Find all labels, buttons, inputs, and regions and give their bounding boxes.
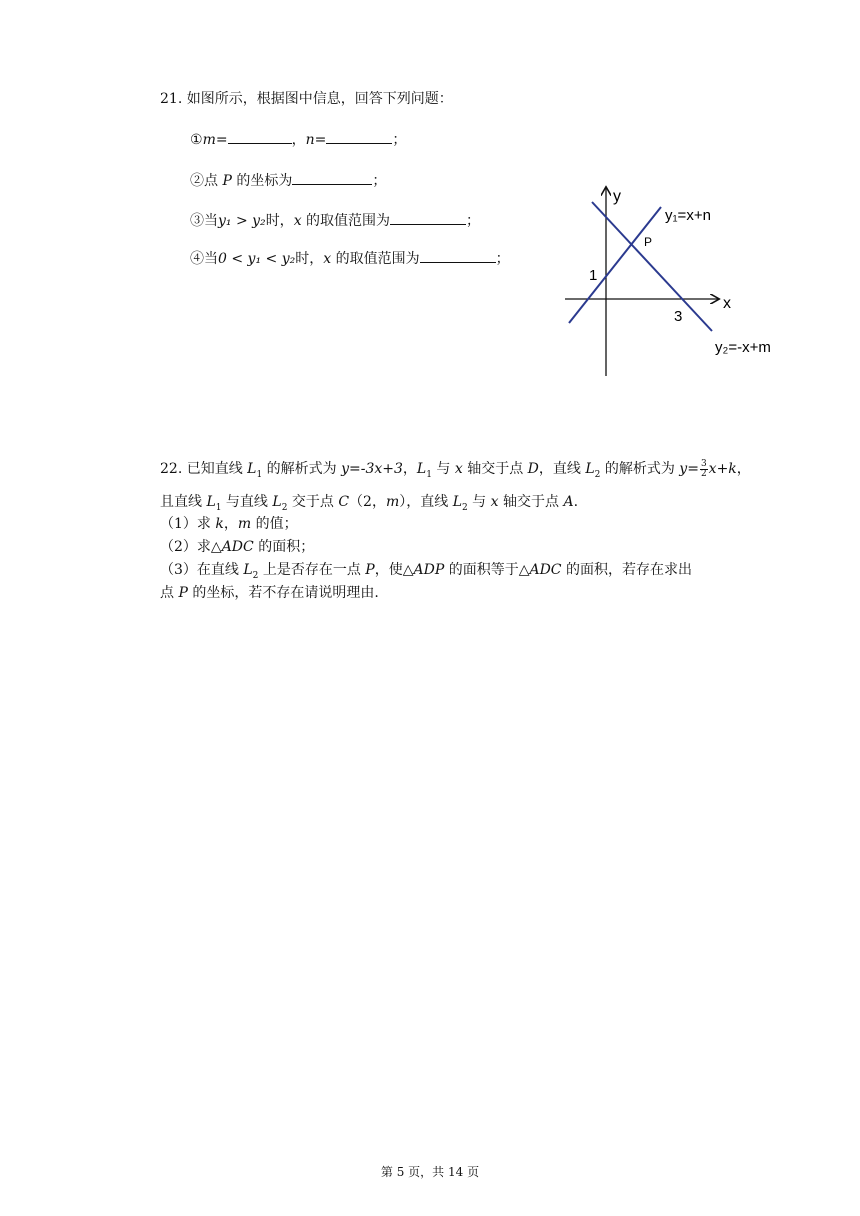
- text: 与: [467, 494, 491, 510]
- item-text: ④当: [190, 251, 218, 267]
- var-m: m: [385, 494, 400, 510]
- line-y2-label: y₂=-x+m: [715, 339, 771, 356]
- var-L: L: [243, 562, 253, 578]
- line-y1: [569, 207, 661, 323]
- text: ，: [223, 516, 238, 532]
- text: ，: [736, 461, 751, 477]
- q22-part3: [160, 561, 692, 585]
- var-m: m: [237, 516, 252, 532]
- q22-part3-cont: [160, 584, 379, 602]
- var-P: P: [178, 585, 188, 601]
- var-x: x: [490, 494, 499, 510]
- item-text: ③当: [190, 213, 218, 229]
- equation-L2-head: y=: [679, 461, 699, 477]
- item-text: 的坐标为: [231, 173, 293, 189]
- var-P: P: [222, 173, 232, 189]
- y-intercept-label: 1: [589, 267, 598, 284]
- subscript: 1: [426, 469, 432, 480]
- q21-item3: [190, 212, 480, 230]
- text: 与直线: [221, 494, 273, 510]
- item-text: 时，: [265, 213, 294, 229]
- var-x: x: [323, 251, 332, 267]
- line-y1-label: y₁=x+n: [665, 207, 711, 224]
- text: 轴交于点: [498, 494, 564, 510]
- var-m: m: [202, 132, 216, 148]
- text: （1）求: [160, 516, 216, 532]
- text: 的面积；: [253, 539, 315, 555]
- var-L: L: [452, 494, 462, 510]
- text: （2，: [349, 494, 386, 510]
- text: ，: [402, 461, 417, 477]
- text: 上是否存在一点: [258, 562, 366, 578]
- q21-stem: [160, 90, 453, 108]
- semicolon: ；: [372, 173, 387, 189]
- q22-part1: [160, 515, 298, 533]
- item-text: 的取值范围为: [331, 251, 420, 267]
- numerator: 3: [700, 458, 707, 469]
- subscript: 1: [215, 502, 222, 513]
- subscript: 2: [462, 502, 468, 513]
- var-L: L: [416, 461, 427, 477]
- semicolon: ；: [392, 132, 407, 148]
- triangle-ADP: △ADP: [402, 562, 445, 578]
- item-text: ②点: [190, 173, 223, 189]
- var-L: L: [585, 461, 595, 477]
- x-axis-label: x: [723, 295, 731, 312]
- triangle-ADC: △ADC: [518, 562, 562, 578]
- var-C: C: [338, 494, 350, 510]
- text: ），直线: [399, 494, 453, 510]
- triangle-ADC: △ADC: [210, 539, 254, 555]
- q22-line1: [160, 458, 751, 486]
- var-n: n: [305, 132, 315, 148]
- subscript: 2: [594, 469, 601, 480]
- text: 交于点: [287, 494, 339, 510]
- subscript: 2: [252, 570, 259, 581]
- item-marker: ①: [190, 132, 203, 148]
- q22-line2: [160, 493, 578, 517]
- equals: =: [314, 132, 327, 148]
- separator: ，: [291, 132, 306, 148]
- text: ，使: [374, 562, 403, 578]
- answer-blank-m[interactable]: [228, 131, 292, 144]
- subscript: 2: [281, 502, 288, 513]
- subscript: 1: [256, 469, 263, 480]
- denominator: 2: [700, 468, 707, 479]
- var-D: D: [527, 461, 539, 477]
- var-L: L: [247, 461, 257, 477]
- text: 点: [160, 585, 179, 601]
- inequality: 0 < y₁ < y₂: [218, 251, 296, 267]
- q21-stem-text: 21. 如图所示，根据图中信息，回答下列问题：: [160, 91, 453, 107]
- item-text: 的取值范围为: [301, 213, 391, 229]
- answer-blank-range2[interactable]: [420, 250, 496, 263]
- var-L: L: [272, 494, 282, 510]
- answer-blank-n[interactable]: [326, 131, 392, 144]
- y-axis-label: y: [613, 188, 621, 205]
- q21-item1: [190, 131, 406, 149]
- text: 且直线: [160, 494, 207, 510]
- text: 的坐标，若不存在请说明理由.: [187, 585, 379, 601]
- text: .: [573, 494, 579, 510]
- var-P: P: [365, 562, 375, 578]
- answer-blank-range1[interactable]: [390, 212, 466, 225]
- point-P-label: P: [644, 235, 653, 249]
- text: 的解析式为: [600, 461, 680, 477]
- var-A: A: [563, 494, 574, 510]
- text: 的面积，若存在求出: [561, 562, 692, 578]
- var-L: L: [206, 494, 216, 510]
- text: （3）在直线: [160, 562, 244, 578]
- item-text: 时，: [295, 251, 324, 267]
- text: 22. 已知直线: [160, 461, 248, 477]
- text: 的解析式为: [262, 461, 342, 477]
- text: （2）求: [160, 539, 211, 555]
- answer-blank-P[interactable]: [292, 172, 372, 185]
- q22-part2: [160, 538, 314, 556]
- fraction: [700, 460, 708, 479]
- page-footer: 第 5 页，共 14 页: [380, 1165, 480, 1179]
- text: 的面积等于: [444, 562, 519, 578]
- text: 轴交于点: [462, 461, 528, 477]
- x-intercept-label: 3: [674, 308, 683, 325]
- semicolon: ；: [495, 251, 510, 267]
- equation-L2-tail: x+k: [708, 461, 737, 477]
- text: 与: [431, 461, 455, 477]
- semicolon: ；: [466, 213, 481, 229]
- q21-item2: [190, 172, 386, 190]
- inequality: y₁ > y₂: [218, 213, 266, 229]
- var-x: x: [293, 213, 302, 229]
- var-x: x: [454, 461, 463, 477]
- text: ，直线: [538, 461, 586, 477]
- coordinate-figure: [555, 180, 795, 380]
- q21-item4: [190, 250, 510, 268]
- equals: =: [215, 132, 228, 148]
- var-k: k: [215, 516, 224, 532]
- equation-L1: y=-3x+3: [341, 461, 403, 477]
- text: 的值；: [251, 516, 298, 532]
